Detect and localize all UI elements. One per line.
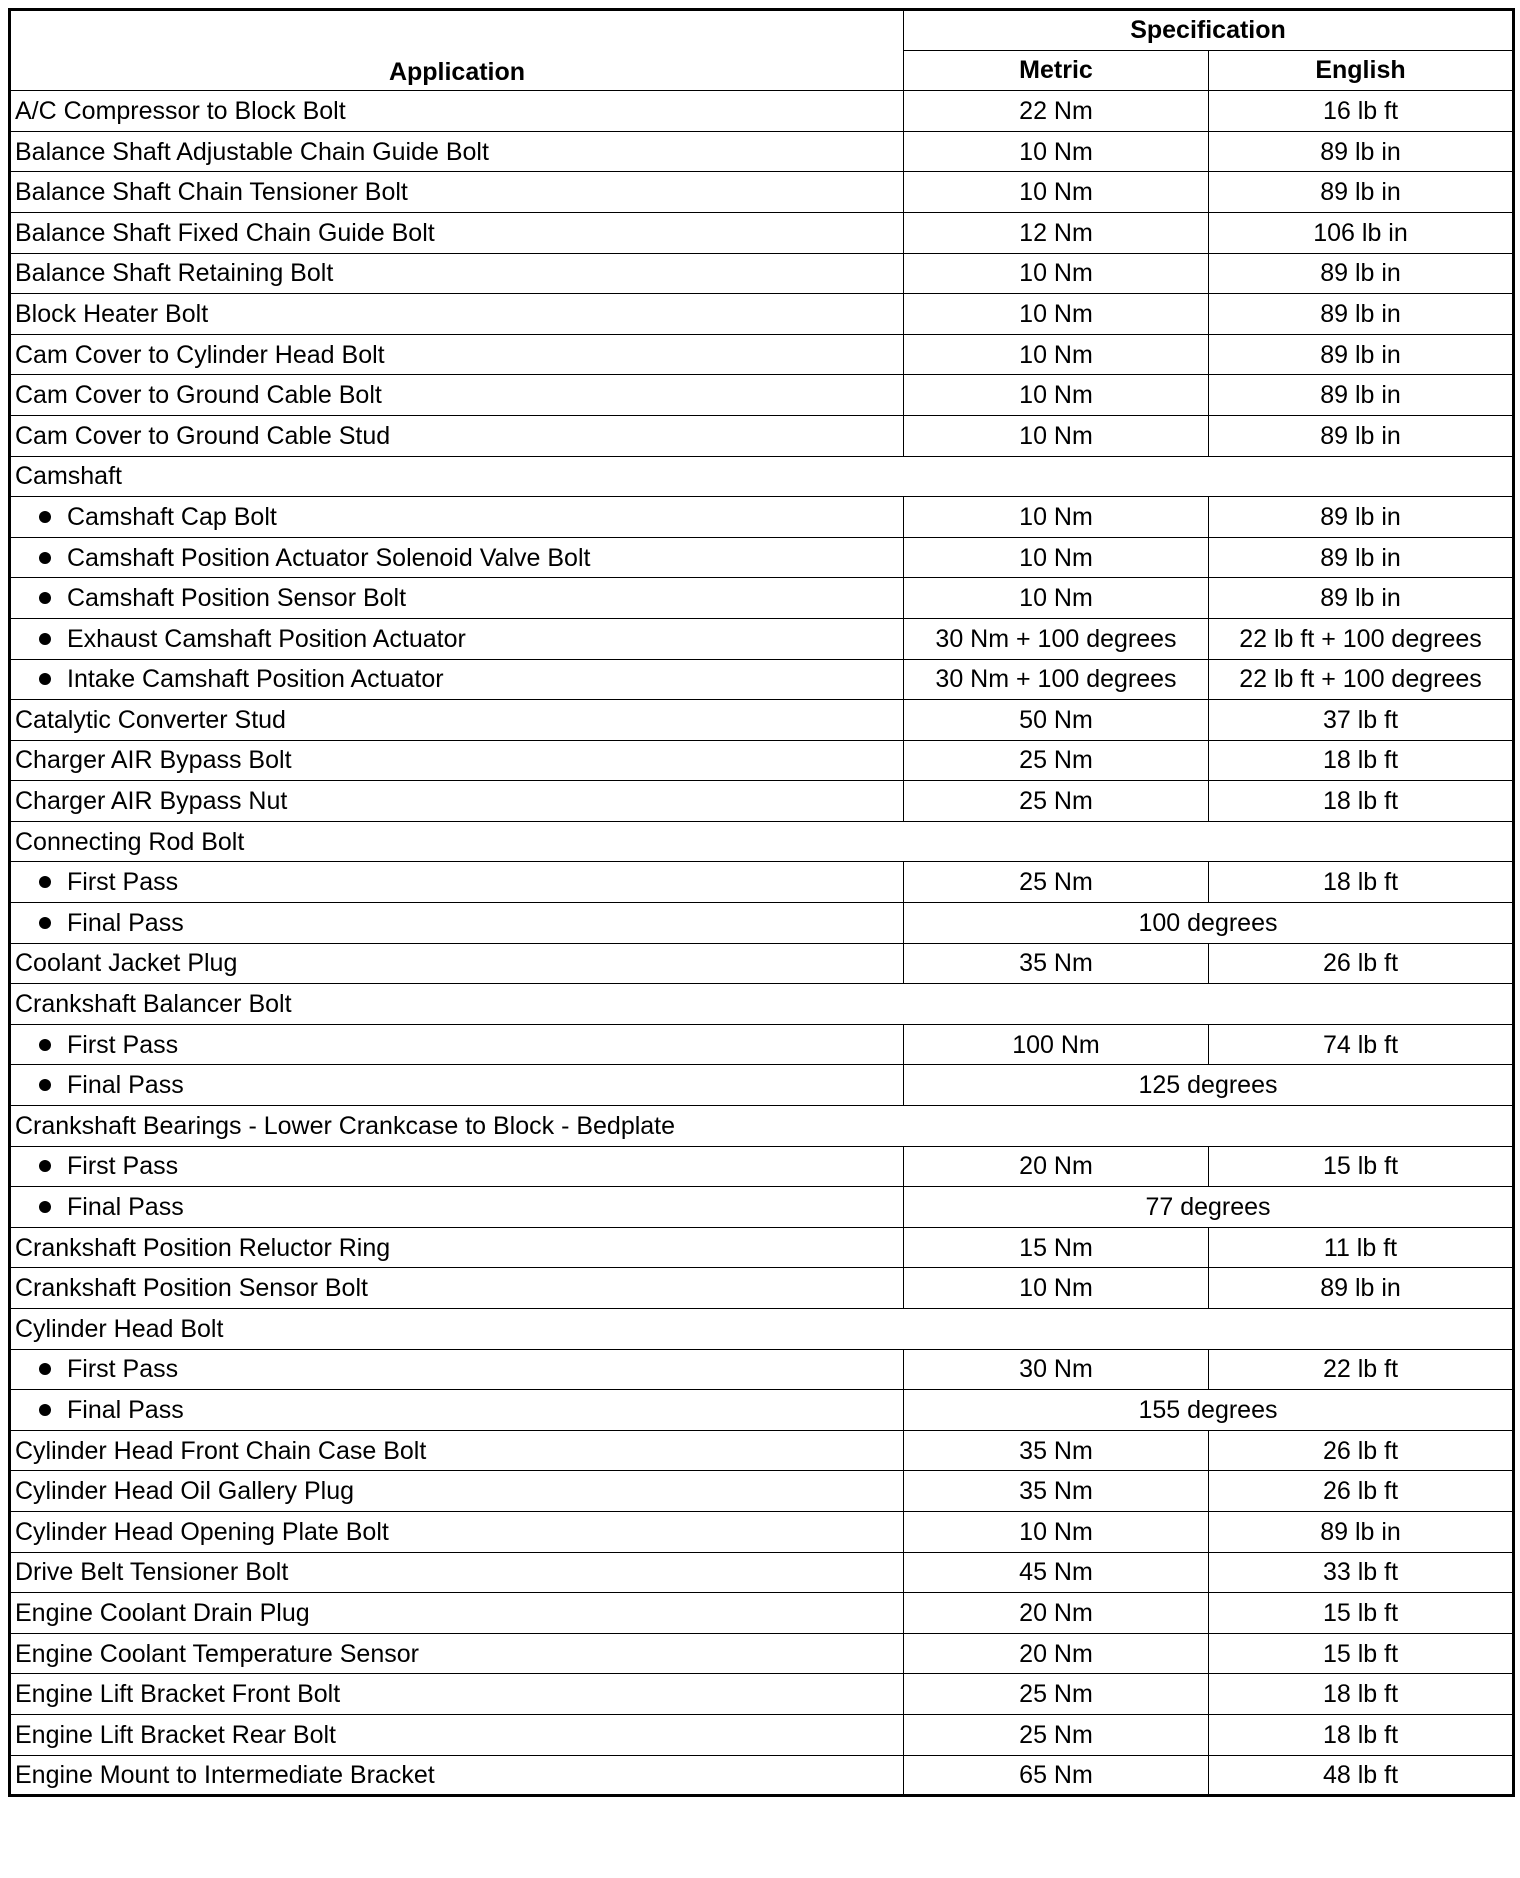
application-text: Engine Mount to Intermediate Bracket bbox=[15, 1760, 435, 1789]
bullet-icon bbox=[39, 673, 51, 685]
metric-cell: 30 Nm + 100 degrees bbox=[904, 618, 1209, 659]
bullet-icon bbox=[39, 917, 51, 929]
metric-cell: 10 Nm bbox=[904, 131, 1209, 172]
table-row bbox=[10, 618, 1514, 659]
application-cell bbox=[10, 1390, 904, 1431]
application-text: Final Pass bbox=[67, 1395, 184, 1424]
bullet-icon bbox=[39, 1039, 51, 1051]
table-row bbox=[10, 415, 1514, 456]
english-cell: 18 lb ft bbox=[1209, 781, 1514, 822]
angle-spec-cell: 100 degrees bbox=[904, 903, 1514, 944]
application-cell bbox=[10, 334, 904, 375]
application-cell bbox=[10, 212, 904, 253]
table-group-row bbox=[10, 984, 1514, 1025]
application-cell bbox=[10, 1268, 904, 1309]
table-row bbox=[10, 1674, 1514, 1715]
metric-cell: 10 Nm bbox=[904, 172, 1209, 213]
bullet-icon bbox=[39, 1404, 51, 1416]
application-text: Cam Cover to Ground Cable Bolt bbox=[15, 381, 382, 410]
table-header bbox=[10, 10, 1514, 91]
english-cell: 89 lb in bbox=[1209, 375, 1514, 416]
angle-spec-cell: 155 degrees bbox=[904, 1390, 1514, 1431]
table-row bbox=[10, 1268, 1514, 1309]
bullet-icon bbox=[39, 1079, 51, 1091]
application-cell bbox=[10, 1471, 904, 1512]
application-text: Engine Lift Bracket Front Bolt bbox=[15, 1680, 341, 1709]
application-cell bbox=[10, 415, 904, 456]
torque-spec-table bbox=[8, 8, 1515, 1797]
application-text: Crankshaft Bearings - Lower Crankcase to Block - Bedplate bbox=[15, 1111, 676, 1140]
table-group-row bbox=[10, 456, 1514, 497]
table-row bbox=[10, 537, 1514, 578]
table-row bbox=[10, 740, 1514, 781]
application-cell bbox=[10, 1714, 904, 1755]
table-row bbox=[10, 212, 1514, 253]
metric-cell: 25 Nm bbox=[904, 862, 1209, 903]
application-text: Charger AIR Bypass Nut bbox=[15, 787, 288, 816]
application-cell bbox=[10, 781, 904, 822]
english-cell: 18 lb ft bbox=[1209, 1674, 1514, 1715]
metric-cell: 25 Nm bbox=[904, 1674, 1209, 1715]
application-cell bbox=[10, 1430, 904, 1471]
application-header: Application bbox=[10, 10, 904, 91]
metric-cell: 25 Nm bbox=[904, 1714, 1209, 1755]
application-text: Cam Cover to Ground Cable Stud bbox=[15, 421, 391, 450]
english-cell: 89 lb in bbox=[1209, 172, 1514, 213]
application-text: Engine Lift Bracket Rear Bolt bbox=[15, 1720, 336, 1749]
bullet-icon bbox=[39, 1363, 51, 1375]
metric-cell: 20 Nm bbox=[904, 1146, 1209, 1187]
application-text: First Pass bbox=[67, 1152, 179, 1181]
angle-spec-cell: 77 degrees bbox=[904, 1187, 1514, 1228]
english-cell: 33 lb ft bbox=[1209, 1552, 1514, 1593]
metric-cell: 35 Nm bbox=[904, 1471, 1209, 1512]
application-cell bbox=[10, 131, 904, 172]
application-cell bbox=[10, 456, 1514, 497]
metric-cell: 10 Nm bbox=[904, 1268, 1209, 1309]
table-row bbox=[10, 659, 1514, 700]
application-cell bbox=[10, 497, 904, 538]
metric-cell: 22 Nm bbox=[904, 91, 1209, 132]
application-text: Drive Belt Tensioner Bolt bbox=[15, 1558, 289, 1587]
table-row bbox=[10, 1593, 1514, 1634]
application-text: Cylinder Head Bolt bbox=[15, 1314, 224, 1343]
table-row bbox=[10, 1633, 1514, 1674]
application-text: First Pass bbox=[67, 1355, 179, 1384]
application-text: First Pass bbox=[67, 1030, 179, 1059]
application-text: Connecting Rod Bolt bbox=[15, 827, 245, 856]
english-cell: 89 lb in bbox=[1209, 537, 1514, 578]
application-text: Crankshaft Position Sensor Bolt bbox=[15, 1274, 368, 1303]
metric-cell: 10 Nm bbox=[904, 1511, 1209, 1552]
table-row bbox=[10, 1146, 1514, 1187]
metric-cell: 50 Nm bbox=[904, 700, 1209, 741]
application-text: Camshaft Position Actuator Solenoid Valve Bolt bbox=[67, 543, 591, 572]
application-text: Final Pass bbox=[67, 1071, 184, 1100]
application-text: Catalytic Converter Stud bbox=[15, 705, 286, 734]
application-cell bbox=[10, 375, 904, 416]
metric-cell: 30 Nm bbox=[904, 1349, 1209, 1390]
application-cell bbox=[10, 537, 904, 578]
table-row bbox=[10, 497, 1514, 538]
english-cell: 16 lb ft bbox=[1209, 91, 1514, 132]
metric-cell: 20 Nm bbox=[904, 1633, 1209, 1674]
table-row bbox=[10, 1552, 1514, 1593]
table-row bbox=[10, 172, 1514, 213]
metric-cell: 30 Nm + 100 degrees bbox=[904, 659, 1209, 700]
application-cell bbox=[10, 253, 904, 294]
bullet-icon bbox=[39, 592, 51, 604]
application-cell bbox=[10, 903, 904, 944]
table-row bbox=[10, 1714, 1514, 1755]
application-cell bbox=[10, 821, 1514, 862]
english-cell: 37 lb ft bbox=[1209, 700, 1514, 741]
english-cell: 89 lb in bbox=[1209, 1511, 1514, 1552]
metric-cell: 10 Nm bbox=[904, 415, 1209, 456]
application-cell bbox=[10, 1593, 904, 1634]
english-cell: 89 lb in bbox=[1209, 578, 1514, 619]
table-row bbox=[10, 334, 1514, 375]
metric-cell: 25 Nm bbox=[904, 740, 1209, 781]
table-row bbox=[10, 1227, 1514, 1268]
application-cell bbox=[10, 618, 904, 659]
table-row bbox=[10, 294, 1514, 335]
metric-cell: 10 Nm bbox=[904, 253, 1209, 294]
english-cell: 18 lb ft bbox=[1209, 740, 1514, 781]
table-group-row bbox=[10, 821, 1514, 862]
application-cell bbox=[10, 1146, 904, 1187]
english-cell: 18 lb ft bbox=[1209, 862, 1514, 903]
application-cell bbox=[10, 862, 904, 903]
metric-cell: 20 Nm bbox=[904, 1593, 1209, 1634]
english-cell: 26 lb ft bbox=[1209, 943, 1514, 984]
application-text: First Pass bbox=[67, 868, 179, 897]
application-text: Coolant Jacket Plug bbox=[15, 949, 238, 978]
angle-spec-cell: 125 degrees bbox=[904, 1065, 1514, 1106]
application-text: Block Heater Bolt bbox=[15, 299, 209, 328]
application-cell bbox=[10, 700, 904, 741]
table-row bbox=[10, 253, 1514, 294]
application-text: Cylinder Head Oil Gallery Plug bbox=[15, 1477, 355, 1506]
table-row bbox=[10, 1349, 1514, 1390]
table-group-row bbox=[10, 1106, 1514, 1147]
table-group-row bbox=[10, 1309, 1514, 1350]
table-row bbox=[10, 781, 1514, 822]
english-cell: 89 lb in bbox=[1209, 131, 1514, 172]
english-cell: 89 lb in bbox=[1209, 415, 1514, 456]
application-text: Final Pass bbox=[67, 908, 184, 937]
application-text: Crankshaft Position Reluctor Ring bbox=[15, 1233, 391, 1262]
table-row bbox=[10, 1471, 1514, 1512]
metric-cell: 12 Nm bbox=[904, 212, 1209, 253]
application-cell bbox=[10, 740, 904, 781]
metric-cell: 25 Nm bbox=[904, 781, 1209, 822]
metric-cell: 10 Nm bbox=[904, 497, 1209, 538]
application-cell bbox=[10, 1633, 904, 1674]
metric-cell: 15 Nm bbox=[904, 1227, 1209, 1268]
application-text: Camshaft Cap Bolt bbox=[67, 502, 277, 531]
application-text: Cylinder Head Opening Plate Bolt bbox=[15, 1517, 389, 1546]
bullet-icon bbox=[39, 633, 51, 645]
bullet-icon bbox=[39, 511, 51, 523]
metric-cell: 10 Nm bbox=[904, 334, 1209, 375]
application-text: Engine Coolant Temperature Sensor bbox=[15, 1639, 419, 1668]
application-cell bbox=[10, 578, 904, 619]
table-row bbox=[10, 375, 1514, 416]
application-text: A/C Compressor to Block Bolt bbox=[15, 96, 346, 125]
table-row bbox=[10, 1187, 1514, 1228]
english-cell: 89 lb in bbox=[1209, 294, 1514, 335]
bullet-icon bbox=[39, 1160, 51, 1172]
english-cell: 106 lb in bbox=[1209, 212, 1514, 253]
english-cell: 26 lb ft bbox=[1209, 1471, 1514, 1512]
table-row bbox=[10, 1024, 1514, 1065]
application-cell bbox=[10, 1309, 1514, 1350]
application-text: Crankshaft Balancer Bolt bbox=[15, 990, 292, 1019]
application-text: Balance Shaft Chain Tensioner Bolt bbox=[15, 178, 408, 207]
metric-cell: 10 Nm bbox=[904, 578, 1209, 619]
application-cell bbox=[10, 1755, 904, 1796]
table-row bbox=[10, 903, 1514, 944]
application-text: Balance Shaft Retaining Bolt bbox=[15, 259, 334, 288]
table-row bbox=[10, 1065, 1514, 1106]
metric-cell: 65 Nm bbox=[904, 1755, 1209, 1796]
table-row bbox=[10, 91, 1514, 132]
application-text: Charger AIR Bypass Bolt bbox=[15, 746, 292, 775]
table-row bbox=[10, 1390, 1514, 1431]
metric-header: Metric bbox=[904, 50, 1209, 91]
application-text: Camshaft Position Sensor Bolt bbox=[67, 584, 407, 613]
metric-cell: 10 Nm bbox=[904, 375, 1209, 416]
english-cell: 74 lb ft bbox=[1209, 1024, 1514, 1065]
table-row bbox=[10, 943, 1514, 984]
application-cell bbox=[10, 659, 904, 700]
metric-cell: 100 Nm bbox=[904, 1024, 1209, 1065]
english-cell: 15 lb ft bbox=[1209, 1593, 1514, 1634]
specification-header: Specification bbox=[904, 10, 1514, 51]
metric-cell: 10 Nm bbox=[904, 294, 1209, 335]
english-cell: 89 lb in bbox=[1209, 253, 1514, 294]
application-text: Balance Shaft Fixed Chain Guide Bolt bbox=[15, 218, 435, 247]
english-cell: 22 lb ft + 100 degrees bbox=[1209, 659, 1514, 700]
bullet-icon bbox=[39, 876, 51, 888]
english-header: English bbox=[1209, 50, 1514, 91]
application-text: Cam Cover to Cylinder Head Bolt bbox=[15, 340, 385, 369]
application-cell bbox=[10, 1674, 904, 1715]
application-cell bbox=[10, 1511, 904, 1552]
application-cell bbox=[10, 1187, 904, 1228]
application-text: Intake Camshaft Position Actuator bbox=[67, 665, 444, 694]
application-text: Camshaft bbox=[15, 462, 122, 491]
application-cell bbox=[10, 1024, 904, 1065]
table-row bbox=[10, 1430, 1514, 1471]
application-cell bbox=[10, 984, 1514, 1025]
application-text: Final Pass bbox=[67, 1193, 184, 1222]
metric-cell: 35 Nm bbox=[904, 943, 1209, 984]
metric-cell: 35 Nm bbox=[904, 1430, 1209, 1471]
table-row bbox=[10, 131, 1514, 172]
table-row bbox=[10, 1511, 1514, 1552]
table-row bbox=[10, 1755, 1514, 1796]
english-cell: 89 lb in bbox=[1209, 334, 1514, 375]
application-cell bbox=[10, 172, 904, 213]
english-cell: 18 lb ft bbox=[1209, 1714, 1514, 1755]
bullet-icon bbox=[39, 552, 51, 564]
application-text: Balance Shaft Adjustable Chain Guide Bolt bbox=[15, 137, 489, 166]
english-cell: 22 lb ft + 100 degrees bbox=[1209, 618, 1514, 659]
application-cell bbox=[10, 1065, 904, 1106]
application-cell bbox=[10, 294, 904, 335]
application-cell bbox=[10, 1349, 904, 1390]
english-cell: 26 lb ft bbox=[1209, 1430, 1514, 1471]
metric-cell: 45 Nm bbox=[904, 1552, 1209, 1593]
english-cell: 15 lb ft bbox=[1209, 1633, 1514, 1674]
application-cell bbox=[10, 91, 904, 132]
table-row bbox=[10, 578, 1514, 619]
table-row bbox=[10, 700, 1514, 741]
table-body bbox=[10, 91, 1514, 1796]
application-cell bbox=[10, 1227, 904, 1268]
bullet-icon bbox=[39, 1201, 51, 1213]
application-cell bbox=[10, 943, 904, 984]
application-cell bbox=[10, 1552, 904, 1593]
table-row bbox=[10, 862, 1514, 903]
metric-cell: 10 Nm bbox=[904, 537, 1209, 578]
english-cell: 15 lb ft bbox=[1209, 1146, 1514, 1187]
english-cell: 89 lb in bbox=[1209, 497, 1514, 538]
application-text: Exhaust Camshaft Position Actuator bbox=[67, 624, 466, 653]
english-cell: 22 lb ft bbox=[1209, 1349, 1514, 1390]
application-cell bbox=[10, 1106, 1514, 1147]
application-text: Engine Coolant Drain Plug bbox=[15, 1598, 310, 1627]
english-cell: 48 lb ft bbox=[1209, 1755, 1514, 1796]
application-text: Cylinder Head Front Chain Case Bolt bbox=[15, 1436, 427, 1465]
english-cell: 89 lb in bbox=[1209, 1268, 1514, 1309]
english-cell: 11 lb ft bbox=[1209, 1227, 1514, 1268]
